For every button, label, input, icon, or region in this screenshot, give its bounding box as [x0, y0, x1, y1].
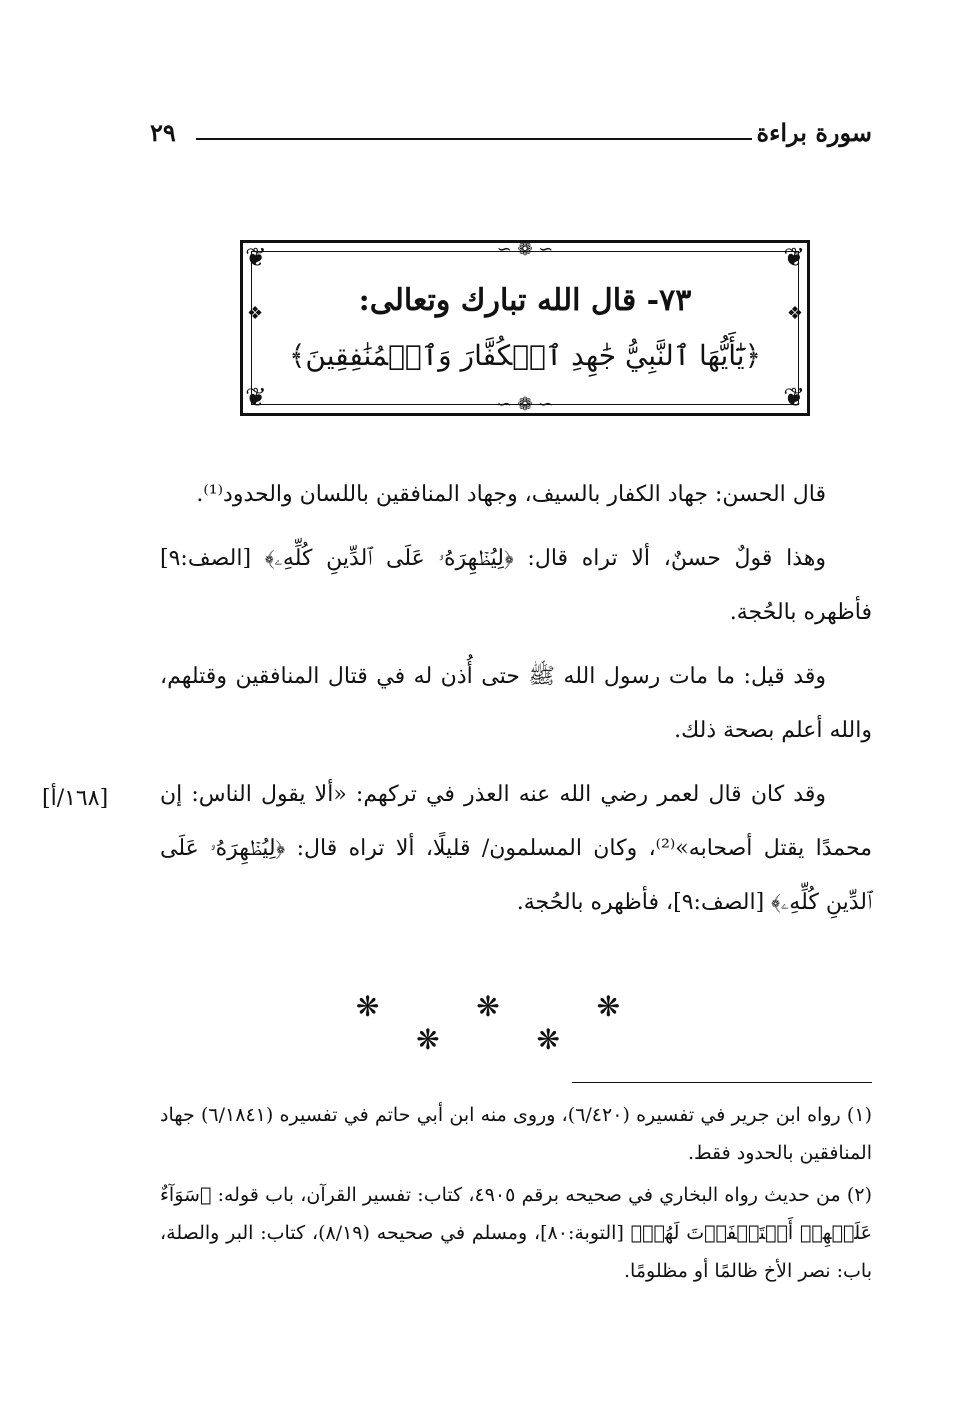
- ornamental-frame: [240, 240, 810, 416]
- running-header: [150, 118, 872, 158]
- section-separator: ❋ ❋ ❋ ❋ ❋: [355, 990, 665, 1056]
- header-rule: [196, 138, 752, 140]
- footnote: (٢) من حديث رواه البخاري في صحيحه برقم ٤٩٠٥، كتاب: تفسير القرآن، باب قوله: ﴿سَوَآءٌ عَلَيۡهِمۡ أَسۡتَغۡفَرۡتَ لَهُمۡ﴾ [التوبة:٨٠]، ومسلم في صحيحه (٨/١٩)، كتاب: البر والصلة، باب: نصر الأخ ظالمًا أو مظلومًا.: [160, 1184, 872, 1282]
- footnote-rule: [572, 1082, 872, 1083]
- corner-ornament-icon: ❦: [245, 243, 267, 273]
- paragraph: وقد كان قال لعمر رضي الله عنه العذر في تركهم: «ألا يقول الناس: إن محمدًا يقتل أصحابه»⁽²⁾، وكان المسلمون/ قليلًا، ألا تراه قال: ﴿لِيُظۡهِرَهُۥ عَلَى ٱلدِّينِ كُلِّهِۦ﴾ [الصف:٩]، فأظهره بالحُجة.: [160, 782, 872, 915]
- border-ornament-icon: ∽ ❁ ∽: [496, 239, 554, 260]
- corner-ornament-icon: ❦: [783, 383, 805, 413]
- border-ornament-icon: ❖: [247, 303, 264, 324]
- footnote: (١) رواه ابن جرير في تفسيره (٦/٤٢٠)، وروى منه ابن أبي حاتم في تفسيره (٦/١٨٤١) جهاد المنافقين بالحدود فقط.: [160, 1104, 872, 1164]
- corner-ornament-icon: ❦: [245, 383, 267, 413]
- corner-ornament-icon: ❦: [783, 243, 805, 273]
- paragraph: قال الحسن: جهاد الكفار بالسيف، وجهاد المنافقين باللسان والحدود⁽¹⁾.: [196, 482, 826, 507]
- border-ornament-icon: ❖: [786, 303, 803, 324]
- body-text: [160, 468, 872, 940]
- paragraph: وهذا قولٌ حسنٌ، ألا تراه قال: ﴿لِيُظۡهِرَهُۥ عَلَى ٱلدِّينِ كُلِّهِۦ﴾ [الصف:٩] فأظهره بالحُجة.: [160, 546, 872, 625]
- footnotes: [160, 1096, 872, 1294]
- page-number: ٢٩: [150, 118, 176, 147]
- paragraph: وقد قيل: ما مات رسول الله ﷺ حتى أُذن له في قتال المنافقين وقتلهم، والله أعلم بصحة ذلك.: [160, 664, 872, 743]
- border-ornament-icon: ∽ ❁ ∽: [496, 394, 554, 415]
- quran-verse: ﴿يَٰٓأَيُّهَا ٱلنَّبِيُّ جَٰهِدِ ٱلۡكُفَّارَ وَٱلۡمُنَٰفِقِينَ﴾: [288, 339, 761, 372]
- manuscript-folio-reference: [١٦٨/أ]: [42, 786, 109, 811]
- section-title: ٧٣- قال الله تبارك وتعالى:: [358, 283, 692, 318]
- surah-title: سورة براءة: [756, 118, 872, 147]
